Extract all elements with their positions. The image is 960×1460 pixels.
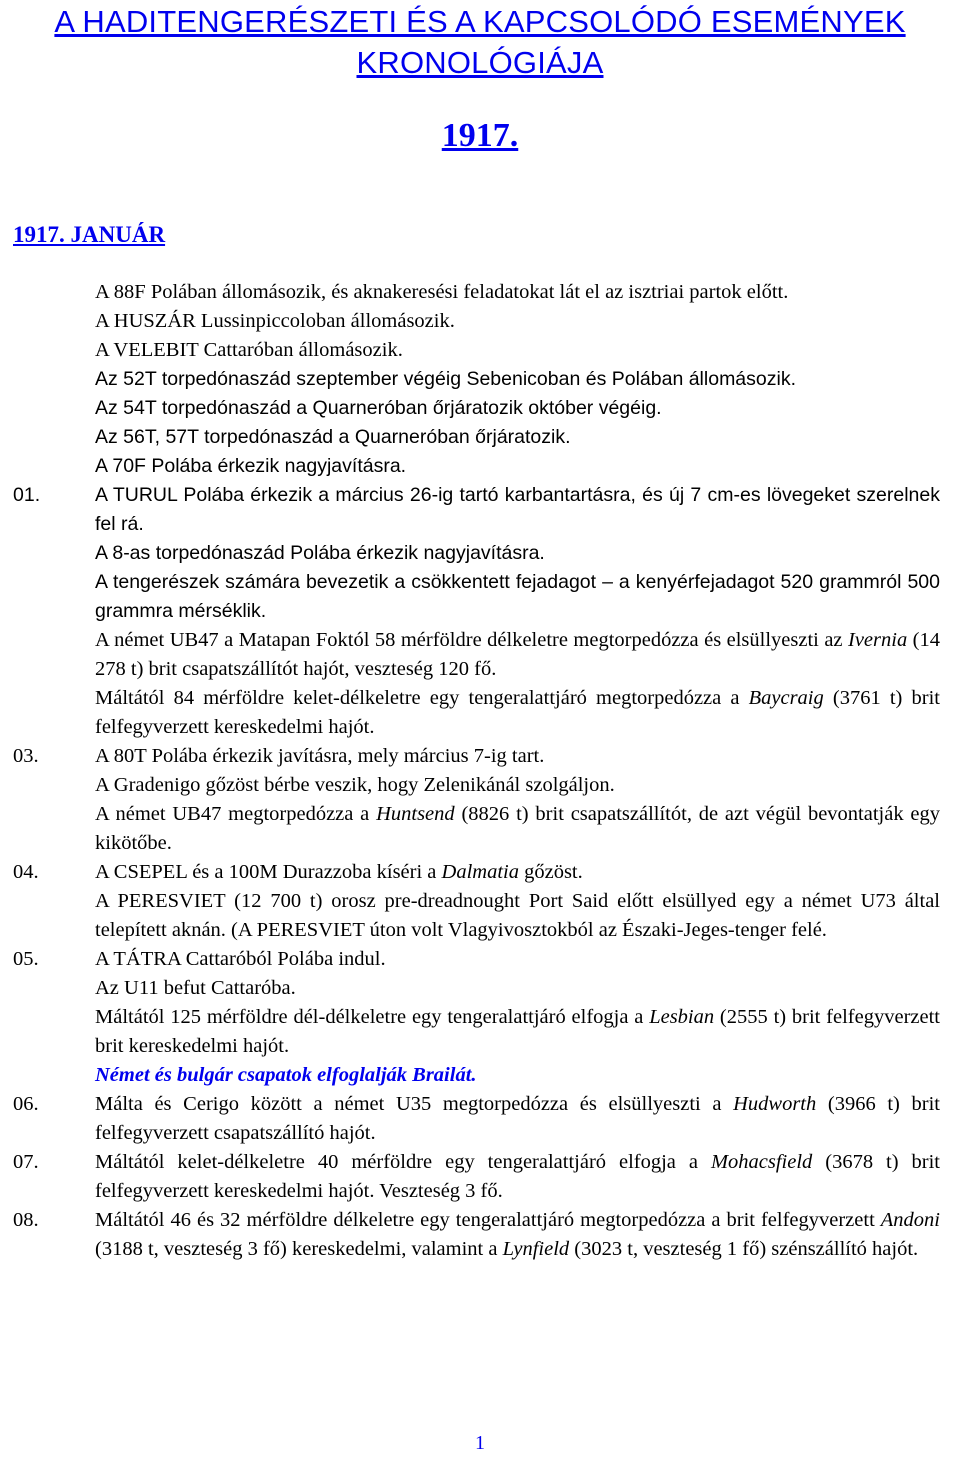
entry-text: A 88F Polában állomásozik, és aknakeresési feladatokat lát el az isztriai partok előtt. [95,281,789,303]
ship-name: Dalmatia [441,861,519,883]
entry-text: A német UB47 megtorpedózza a Huntsend (8826 t) brit csapatszállítót, de azt végül bevontatják egy kikötőbe. [95,803,940,854]
entry-text: A 70F Polába érkezik nagyjavításra. [95,455,407,477]
entry-row [13,452,940,481]
entry-text: Az 56T, 57T torpedónaszád a Quarneróban őrjáratozik. [95,426,571,448]
entry-row [13,887,940,945]
entry-text: Máltától 84 mérföldre kelet-délkeletre egy tengeralattjáró megtorpedózza a Baycraig (3761 t) brit felfegyverzett kereskedelmi hajót. [95,687,940,738]
entry-row [13,307,940,336]
page-number: 1 [475,1432,485,1454]
entry-text: A Gradenigo gőzöst bérbe veszik, hogy Zelenikánál szolgáljon. [95,774,615,796]
entry-row [13,684,940,742]
entry-row [13,394,940,423]
chronology-list [13,278,940,1264]
entry-row [13,1061,940,1090]
entry-row [13,626,940,684]
ship-name: Mohacsfield [710,1151,813,1173]
entry-day: 08. [13,1209,39,1231]
entry-row [13,481,940,539]
entry-text: Máltától kelet-délkeletre 40 mérföldre egy tengeralattjáró elfogja a Mohacsfield (3678 t) brit felfegyverzett kereskedelmi hajót. Veszteség 3 fő. [95,1151,940,1202]
entry-day: 06. [13,1093,39,1115]
entry-row [13,1206,940,1264]
entry-day: 07. [13,1151,39,1173]
entry-row [13,945,940,974]
entry-row [13,568,940,626]
entry-day: 04. [13,861,39,883]
entry-text: Az 52T torpedónaszád szeptember végéig Sebenicoban és Polában állomásozik. [95,368,797,390]
entry-text: A 8-as torpedónaszád Polába érkezik nagyjavításra. [95,542,545,564]
entry-text: A német UB47 a Matapan Foktól 58 mérföldre délkeletre megtorpedózza és elsüllyeszti az Ivernia (14 278 t) brit csapatszállítót hajót, veszteség 120 fő. [95,629,940,680]
entry-text: A VELEBIT Cattaróban állomásozik. [95,339,403,361]
document-title-line2[interactable]: KRONOLÓGIÁJA [356,45,604,80]
entry-row [13,1003,940,1061]
entry-row [13,365,940,394]
entry-text: Az 54T torpedónaszád a Quarneróban őrjáratozik október végéig. [95,397,662,419]
entry-row [13,278,940,307]
ship-name: Lynfield [502,1238,570,1260]
month-heading[interactable]: 1917. JANUÁR [13,222,166,247]
entry-text: Az U11 befut Cattaróba. [95,977,296,999]
year-heading[interactable]: 1917. [441,117,519,154]
ship-name: Ivernia [848,629,908,651]
entry-row [13,974,940,1003]
entry-text [95,1061,940,1090]
entry-row [13,336,940,365]
ship-name: Andoni [880,1209,940,1231]
entry-text: Máltától 125 mérföldre dél-délkeletre egy tengeralattjáró elfogja a Lesbian (2555 t) brit felfegyverzett brit kereskedelmi hajót. [95,1006,940,1057]
entry-row [13,539,940,568]
entry-day: 01. [13,484,41,506]
highlight-event: Német és bulgár csapatok elfoglalják Brailát. [95,1064,477,1086]
entry-text: A HUSZÁR Lussinpiccoloban állomásozik. [95,310,455,332]
entry-text: A TÁTRA Cattaróból Polába indul. [95,948,386,970]
ship-name: Hudworth [733,1093,817,1115]
entry-text: Máltától 46 és 32 mérföldre délkeletre egy tengeralattjáró megtorpedózza a brit felfegyverzett Andoni (3188 t, veszteség 3 fő) kereskedelmi, valamint a Lynfield (3023 t, veszteség 1 fő) szénszállító hajót. [95,1209,940,1260]
ship-name: Baycraig [748,687,824,709]
entry-row [13,742,940,771]
entry-text: Málta és Cerigo között a német U35 megtorpedózza és elsüllyeszti a Hudworth (3966 t) brit felfegyverzett csapatszállító hajót. [95,1093,940,1144]
entry-row [13,423,940,452]
entry-text: A CSEPEL és a 100M Durazzoba kíséri a Dalmatia gőzöst. [95,861,583,883]
entry-text: A 80T Polába érkezik javításra, mely március 7-ig tart. [95,745,545,767]
entry-text: A PERESVIET (12 700 t) orosz pre-dreadnought Port Said előtt elsüllyed egy a német U73 által telepített aknán. (A PERESVIET úton volt Vlagyivosztokból az Északi-Jeges-tenger felé. [95,890,940,941]
entry-row [13,800,940,858]
entry-text: A TURUL Polába érkezik a március 26-ig tartó karbantartásra, és új 7 cm-es lövegeket szerelnek fel rá. [95,484,940,535]
document-title-line1[interactable]: A HADITENGERÉSZETI ÉS A KAPCSOLÓDÓ ESEMÉNYEK [54,4,906,39]
ship-name: Lesbian [649,1006,715,1028]
entry-row [13,771,940,800]
entry-row [13,858,940,887]
entry-row [13,1148,940,1206]
ship-name: Huntsend [376,803,455,825]
entry-row [13,1090,940,1148]
entry-text: A tengerészek számára bevezetik a csökkentett fejadagot – a kenyérfejadagot 520 grammról 500 grammra mérséklik. [95,571,940,622]
entry-day: 03. [13,745,39,767]
entry-day: 05. [13,948,39,970]
